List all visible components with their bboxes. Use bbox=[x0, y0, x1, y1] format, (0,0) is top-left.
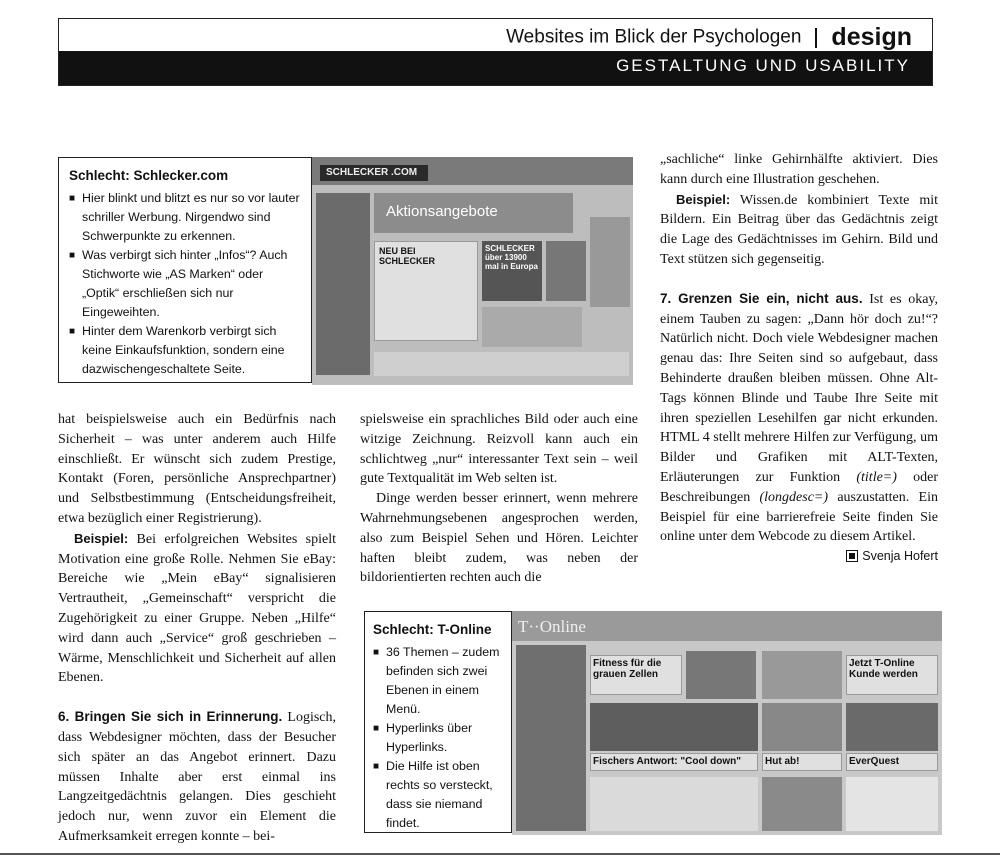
screenshot-sidebar bbox=[516, 645, 586, 831]
code-attribute: (title=) bbox=[856, 469, 897, 485]
header-separator bbox=[815, 28, 817, 48]
screenshot-news: NEU BEI SCHLECKER bbox=[374, 241, 478, 341]
paragraph bbox=[660, 190, 938, 270]
paragraph-text: Logisch, dass Webdesigner möchten, dass der Besucher sich später an das Angebot erinnert. Dazu müssen Inhalte aber erst einmal ins Langzeitgedächtnis gelangen. Dies geschieht jedoch nur, wenn zuvor ein Element die Aufmerksamkeit erregen konnte – bei- bbox=[58, 710, 336, 844]
screenshot-image bbox=[762, 703, 842, 751]
screenshot-footer bbox=[374, 352, 629, 376]
section-heading: 7. Grenzen Sie ein, nicht aus. bbox=[660, 290, 863, 306]
header-top bbox=[59, 19, 932, 51]
list-item: ■ 36 Themen – zudem befinden sich zwei Ebenen in einem Menü. bbox=[373, 643, 505, 719]
spacer bbox=[660, 270, 938, 289]
code-attribute: (longdesc=) bbox=[759, 489, 829, 505]
screenshot-image bbox=[482, 307, 582, 347]
text-column-3 bbox=[660, 150, 938, 567]
page-bottom-rule bbox=[0, 853, 1000, 855]
paragraph-text: Wissen.de kombiniert Texte mit Bildern. Ein Beitrag über das Gedächtnis zeigt die Lage des Gedächtnisses im Gehirn. Bild und Text stützen sich gegenseitig. bbox=[660, 192, 938, 267]
screenshot-headline: Fitness für die grauen Zellen bbox=[590, 655, 682, 695]
page-header bbox=[58, 18, 933, 86]
text-column-1 bbox=[58, 410, 336, 847]
screenshot-image bbox=[846, 703, 938, 751]
list-item: ■ Die Hilfe ist oben rechts so versteckt, dass sie niemand findet. bbox=[373, 757, 505, 833]
paragraph-text: Bei erfolgreichen Websites spielt Motivation eine große Rolle. Nehmen Sie eBay: Bereiche wie „Mein eBay“ signalisieren Vertrautheit, „Gemeinschaft“ verspricht die Zugehörigkeit zu einer Gruppe. Neben „Hilfe“ wird dann auch „Service“ groß geschrieben – Wärme, Menschlichkeit und Sicherheit auf allen Ebenen. bbox=[58, 531, 336, 686]
paragraph-label: Beispiel: bbox=[676, 191, 731, 207]
paragraph: hat beispielsweise auch ein Bedürfnis nach Sicherheit – was unter anderem auch Hilfe einschließt. Er wünscht sich zudem Prestige, Kontakt (Foren, persönliche Ansprechpartner) und Selbstbestimmung (Entscheidungsfreiheit, etwa bezüglich einer Registrierung). bbox=[58, 412, 336, 526]
infobox-list bbox=[373, 643, 505, 833]
screenshot-image bbox=[590, 217, 630, 307]
infobox-t-online bbox=[364, 611, 512, 833]
infobox-list bbox=[69, 189, 303, 379]
paragraph bbox=[58, 529, 336, 688]
screenshot-image bbox=[762, 651, 842, 699]
screenshot-headline: Hut ab! bbox=[762, 753, 842, 771]
screenshot-schlecker bbox=[312, 157, 633, 385]
screenshot-promo: SCHLECKER über 13900 mal in Europa bbox=[482, 241, 542, 301]
screenshot-image bbox=[762, 777, 842, 831]
paragraph: „sachliche“ linke Gehirnhälfte aktiviert. Dies kann durch eine Illustration geschehen. bbox=[660, 152, 938, 187]
paragraph: spielsweise ein sprachliches Bild oder auch eine witzige Zeichnung. Reizvoll kann auch ein schlichtweg „nur“ interessanter Text sein – weil gute Textqualität im Web selten ist. bbox=[360, 412, 638, 487]
screenshot-image bbox=[590, 703, 758, 751]
infobox-title: Schlecht: Schlecker.com bbox=[69, 168, 229, 183]
text-column-2 bbox=[360, 410, 638, 588]
list-item: ■ Hinter dem Warenkorb verbirgt sich keine Einkaufsfunktion, sondern eine dazwischengeschaltete Seite. bbox=[69, 322, 303, 379]
header-title: Websites im Blick der Psychologen bbox=[506, 26, 802, 48]
header-bar: GESTALTUNG UND USABILITY bbox=[59, 51, 932, 85]
section-heading: 6. Bringen Sie sich in Erinnerung. bbox=[58, 709, 283, 725]
header-section: design bbox=[831, 23, 912, 51]
paragraph-text: Ist es okay, einem Tauben zu sagen: „Dann hör doch zu!“? Natürlich nicht. Doch viele Webdesigner machen genau das: Ihre Seiten sind so aufgebaut, dass Behinderte draußen bleiben müssen. Ohne Alt-Tags können Blinde und Taube Ihre Seite mit ihren speziellen Lesehilfen gar nicht erkunden. HTML 4 stellt mehrere Hilfen zur Verfügung, um Bilder und Grafiken mit ALT-Texten, Erläuterungen zur Funktion bbox=[660, 291, 939, 485]
screenshot-headline: Fischers Antwort: "Cool down" bbox=[590, 753, 758, 771]
screenshot-image bbox=[546, 241, 586, 301]
paragraph-text: oder Beschreibungen bbox=[660, 469, 938, 505]
screenshot-headline: Jetzt T-Online Kunde werden bbox=[846, 655, 938, 695]
author-name: Svenja Hofert bbox=[862, 549, 938, 564]
screenshot-sidebar bbox=[316, 193, 370, 375]
paragraph bbox=[660, 289, 938, 547]
infobox-schlecker bbox=[58, 157, 312, 383]
paragraph-text: auszustatten. Ein Beispiel für eine barrierefreie Seite finden Sie online unter dem Webcode zu diesem Artikel. bbox=[660, 489, 938, 545]
infobox-title: Schlecht: T-Online bbox=[373, 622, 492, 637]
screenshot-headline: EverQuest bbox=[846, 753, 938, 771]
paragraph: Dinge werden besser erinnert, wenn mehrere Wahrnehmungsebenen angesprochen werden, also zum Beispiel Sehen und Hören. Leichter haften bleibt zudem, was neben der bildorientierten rechten auch die bbox=[360, 491, 638, 586]
list-item: ■ Hier blinkt und blitzt es nur so vor lauter schriller Werbung. Nirgendwo sind Schwerpunkte zu erkennen. bbox=[69, 189, 303, 246]
screenshot-logo: T··Online bbox=[518, 617, 586, 636]
screenshot-logo: SCHLECKER .COM bbox=[320, 165, 428, 181]
screenshot-t-online bbox=[512, 611, 942, 835]
paragraph bbox=[58, 707, 336, 847]
author-line bbox=[660, 547, 938, 567]
screenshot-footer bbox=[590, 777, 758, 831]
screenshot-banner: Aktionsangebote bbox=[374, 193, 573, 233]
screenshot-image bbox=[686, 651, 756, 699]
author-square-icon bbox=[846, 550, 858, 562]
list-item: ■ Hyperlinks über Hyperlinks. bbox=[373, 719, 505, 757]
screenshot-footer bbox=[846, 777, 938, 831]
paragraph-label: Beispiel: bbox=[74, 530, 129, 546]
spacer bbox=[58, 688, 336, 707]
list-item: ■ Was verbirgt sich hinter „Infos“? Auch Stichworte wie „AS Marken“ oder „Optik“ erschließen sich nur Eingeweihten. bbox=[69, 246, 303, 322]
